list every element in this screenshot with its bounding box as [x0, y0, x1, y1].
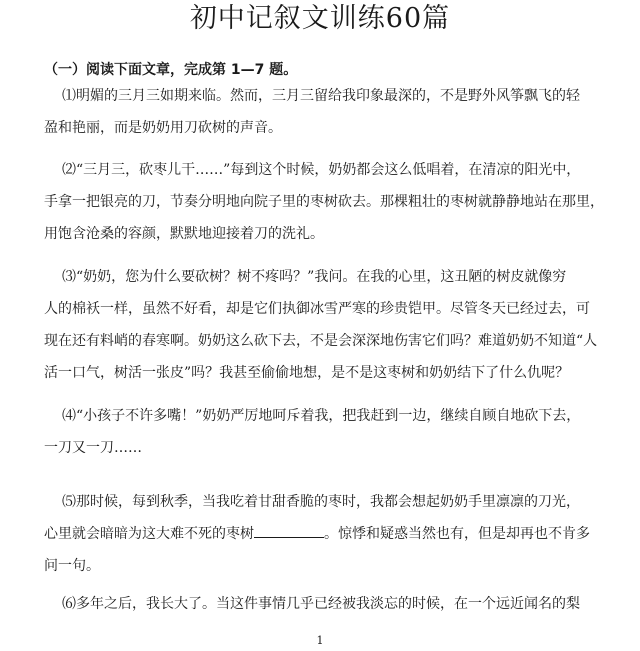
paragraph-6	[62, 588, 602, 620]
fill-in-blank[interactable]	[254, 523, 324, 538]
paragraph-line: 用饱含沧桑的容颜，默默地迎接着刀的洗礼。	[44, 226, 324, 242]
paragraph-1	[44, 80, 602, 144]
paragraph-line: 人的棉袄一样，虽然不好看，却是它们执御冰雪严寒的珍贵铠甲。尽管冬天已经过去，可	[44, 301, 590, 317]
paragraph-line: 一刀又一刀……	[44, 440, 142, 456]
page-title: 初中记叙文训练60篇	[189, 3, 451, 34]
paragraph-line: ⑶“奶奶，您为什么要砍树？树不疼吗？”我问。在我的心里，这丑陋的树皮就像穷	[62, 269, 567, 285]
paragraph-3	[44, 261, 602, 389]
paragraph-2	[44, 154, 604, 250]
paragraph-line: 现在还有料峭的春寒啊。奶奶这么砍下去，不是会深深地伤害它们吗？难道奶奶不知道“人	[44, 333, 598, 349]
paragraph-4	[44, 400, 602, 464]
paragraph-line: 活一口气，树活一张皮”吗？我甚至偷偷地想，是不是这枣树和奶奶结下了什么仇呢？	[44, 365, 570, 381]
paragraph-line	[44, 518, 602, 550]
page-number: 1	[316, 634, 324, 647]
paragraph-line: 盈和艳丽，而是奶奶用刀砍树的声音。	[44, 120, 282, 136]
section-heading: （一）阅读下面文章，完成第 1—7 题。	[44, 62, 298, 78]
paragraph-line: ⑷“小孩子不许多嘴！”奶奶严厉地呵斥着我，把我赶到一边，继续自顾自地砍下去，	[62, 408, 581, 424]
paragraph-line: ⑵“三月三，砍枣儿干……”每到这个时候，奶奶都会这么低唱着，在清凉的阳光中，	[62, 162, 581, 178]
paragraph-line: ⑸那时候，每到秋季，当我吃着甘甜香脆的枣时，我都会想起奶奶手里凛凛的刀光，	[62, 494, 580, 510]
paragraph-line: 问一句。	[44, 558, 100, 574]
line-text: 心里就会暗暗为这大难不死的枣树	[44, 526, 254, 542]
paragraph-5	[44, 486, 602, 582]
line-text: 。惊悸和疑惑当然也有，但是却再也不肯多	[324, 526, 590, 542]
paragraph-line: 手拿一把银亮的刀，节奏分明地向院子里的枣树砍去。那棵粗壮的枣树就静静地站在那里，	[44, 194, 604, 210]
paragraph-line: ⑹多年之后，我长大了。当这件事情几乎已经被我淡忘的时候，在一个远近闻名的梨	[62, 596, 580, 612]
paragraph-line: ⑴明媚的三月三如期来临。然而，三月三留给我印象最深的，不是野外风筝飘飞的轻	[62, 88, 580, 104]
